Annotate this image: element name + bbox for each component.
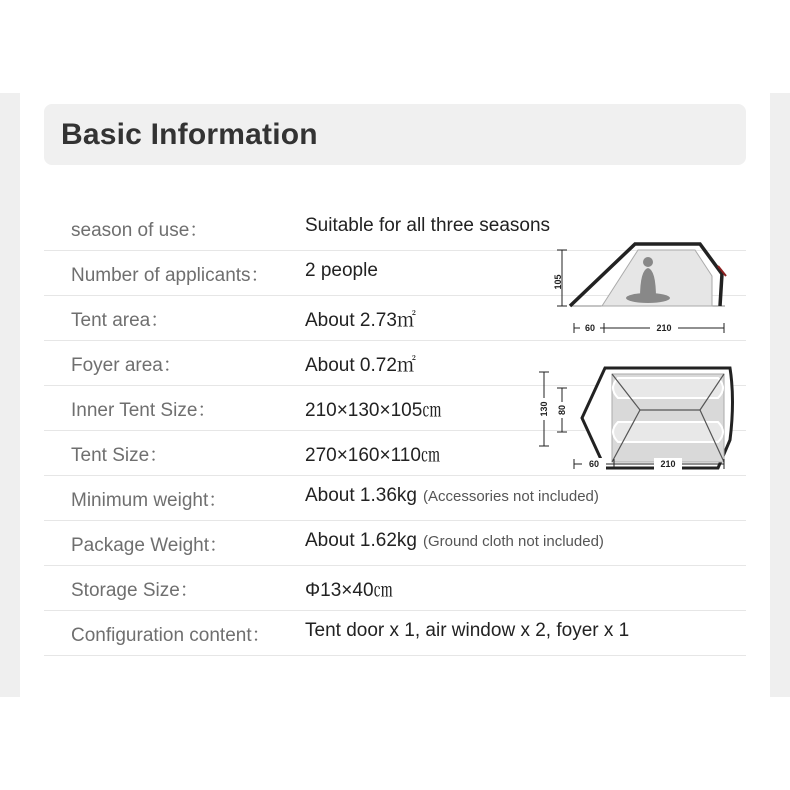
person-head-icon xyxy=(643,257,653,267)
spec-value: 270×160×110㎝ xyxy=(305,445,440,466)
spec-label: Foyer area： xyxy=(71,355,182,376)
dim-height-label: 105 xyxy=(553,274,563,290)
left-side-bar xyxy=(0,93,20,697)
spec-label: Number of applicants： xyxy=(71,265,270,286)
spec-value: About 0.72㎡ xyxy=(305,355,416,376)
tent-side-view-diagram xyxy=(540,238,730,338)
dim-inner-width-label: 80 xyxy=(557,404,567,416)
spec-row-configuration xyxy=(44,611,746,656)
spec-value: About 1.62kg (Ground cloth not included) xyxy=(305,530,604,551)
spec-value: Suitable for all three seasons xyxy=(305,215,551,236)
spec-label: Tent Size： xyxy=(71,445,169,466)
spec-value: Φ13×40㎝ xyxy=(305,580,393,601)
tent-top-view-diagram xyxy=(530,360,740,480)
spec-value: About 2.73㎡ xyxy=(305,310,416,331)
spec-label: season of use： xyxy=(71,220,209,241)
spec-row-package-weight xyxy=(44,521,746,566)
person-legs-icon xyxy=(626,293,670,303)
spec-label: Configuration content： xyxy=(71,625,271,646)
dim-outer-width-label: 130 xyxy=(539,401,549,417)
spec-note: (Ground cloth not included) xyxy=(422,533,604,550)
spec-value: About 1.36kg (Accessories not included) xyxy=(305,485,599,506)
right-side-bar xyxy=(770,93,790,697)
spec-value: 2 people xyxy=(305,260,378,281)
dim-foyer-label: 60 xyxy=(584,323,596,333)
section-title: Basic Information xyxy=(61,118,318,151)
section-header xyxy=(44,104,746,165)
spec-value: 210×130×105㎝ xyxy=(305,400,442,421)
spec-label: Storage Size： xyxy=(71,580,199,601)
spec-row-minimum-weight xyxy=(44,476,746,521)
dim-length-label: 210 xyxy=(656,323,672,333)
spec-label: Package Weight： xyxy=(71,535,229,556)
dim-top-foyer-label: 60 xyxy=(588,459,600,469)
spec-row-storage-size xyxy=(44,566,746,611)
spec-value: Tent door x 1, air window x 2, foyer x 1 xyxy=(305,620,630,641)
spec-label: Inner Tent Size： xyxy=(71,400,217,421)
dim-top-length-label: 210 xyxy=(660,459,676,469)
spec-label: Minimum weight： xyxy=(71,490,228,511)
spec-note: (Accessories not included) xyxy=(422,488,599,505)
spec-label: Tent area： xyxy=(71,310,170,331)
